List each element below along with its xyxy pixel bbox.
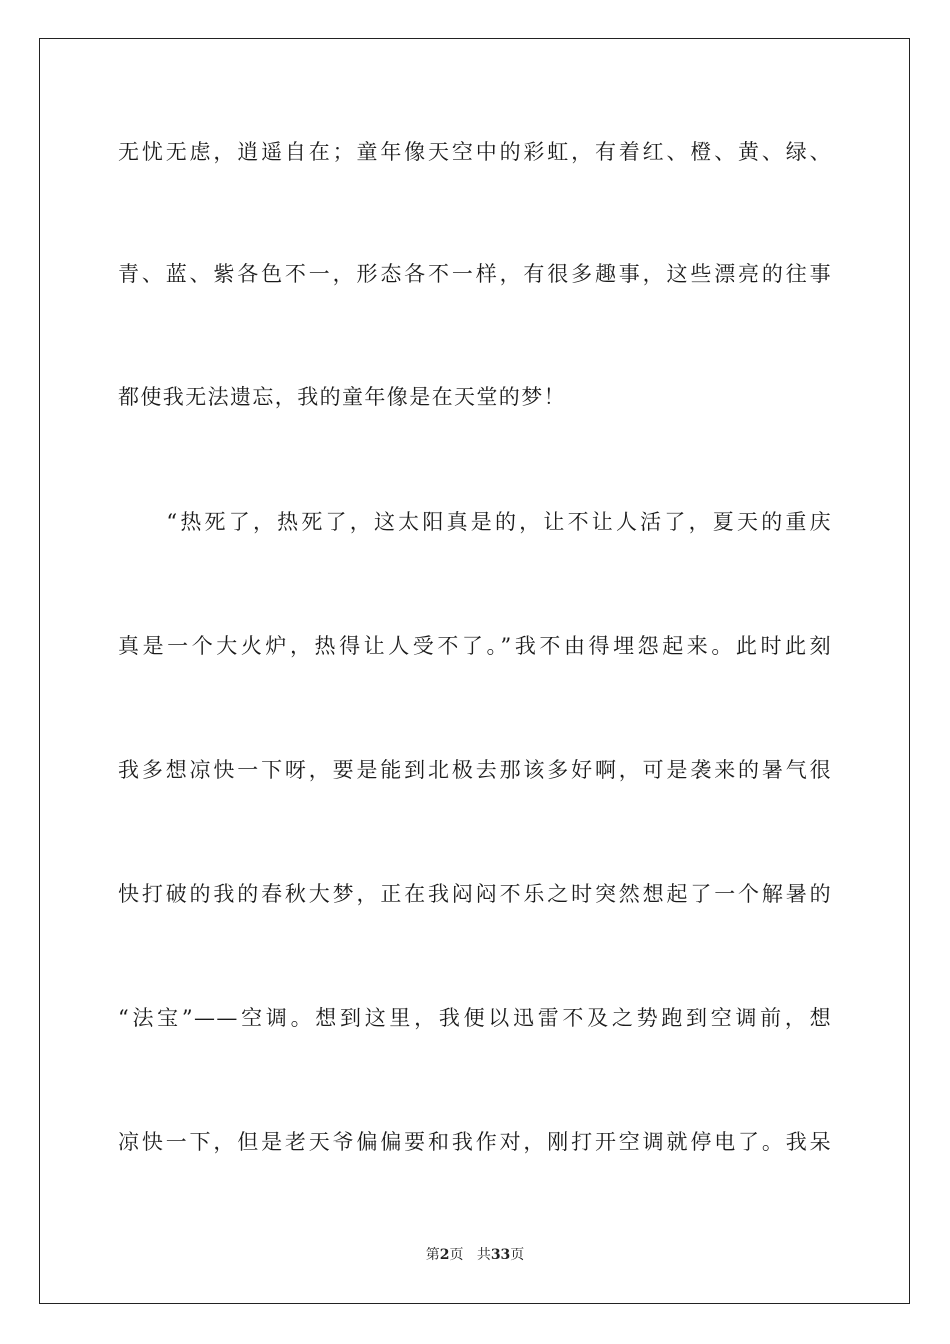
paragraph-line-8: “法宝”——空调。想到这里，我便以迅雷不及之势跑到空调前，想 <box>118 1006 832 1030</box>
paragraph-line-5: 真是一个大火炉，热得让人受不了。”我不由得埋怨起来。此时此刻 <box>118 634 832 658</box>
paragraph-line-2: 青、蓝、紫各色不一，形态各不一样，有很多趣事，这些漂亮的往事 <box>118 262 832 286</box>
page-footer <box>0 1246 950 1264</box>
footer-total-suffix: 页 <box>510 1247 525 1263</box>
footer-total-prefix: 共 <box>476 1247 491 1263</box>
paragraph-line-6: 我多想凉快一下呀，要是能到北极去那该多好啊，可是袭来的暑气很 <box>118 758 832 782</box>
paragraph-line-1: 无忧无虑，逍遥自在；童年像天空中的彩虹，有着红、橙、黄、绿、 <box>118 140 832 164</box>
paragraph-line-9: 凉快一下，但是老天爷偏偏要和我作对，刚打开空调就停电了。我呆 <box>118 1130 832 1154</box>
footer-page-number: 2 <box>439 1247 450 1263</box>
page-border <box>39 38 910 1304</box>
paragraph-line-7: 快打破的我的春秋大梦，正在我闷闷不乐之时突然想起了一个解暑的 <box>118 882 832 906</box>
footer-total-number: 33 <box>490 1247 511 1263</box>
paragraph-line-3: 都使我无法遗忘，我的童年像是在天堂的梦！ <box>118 385 566 409</box>
footer-page-prefix: 第 <box>425 1247 440 1263</box>
paragraph-line-4: “热死了，热死了，这太阳真是的，让不让人活了，夏天的重庆 <box>118 510 832 534</box>
footer-page-suffix: 页 <box>449 1247 464 1263</box>
